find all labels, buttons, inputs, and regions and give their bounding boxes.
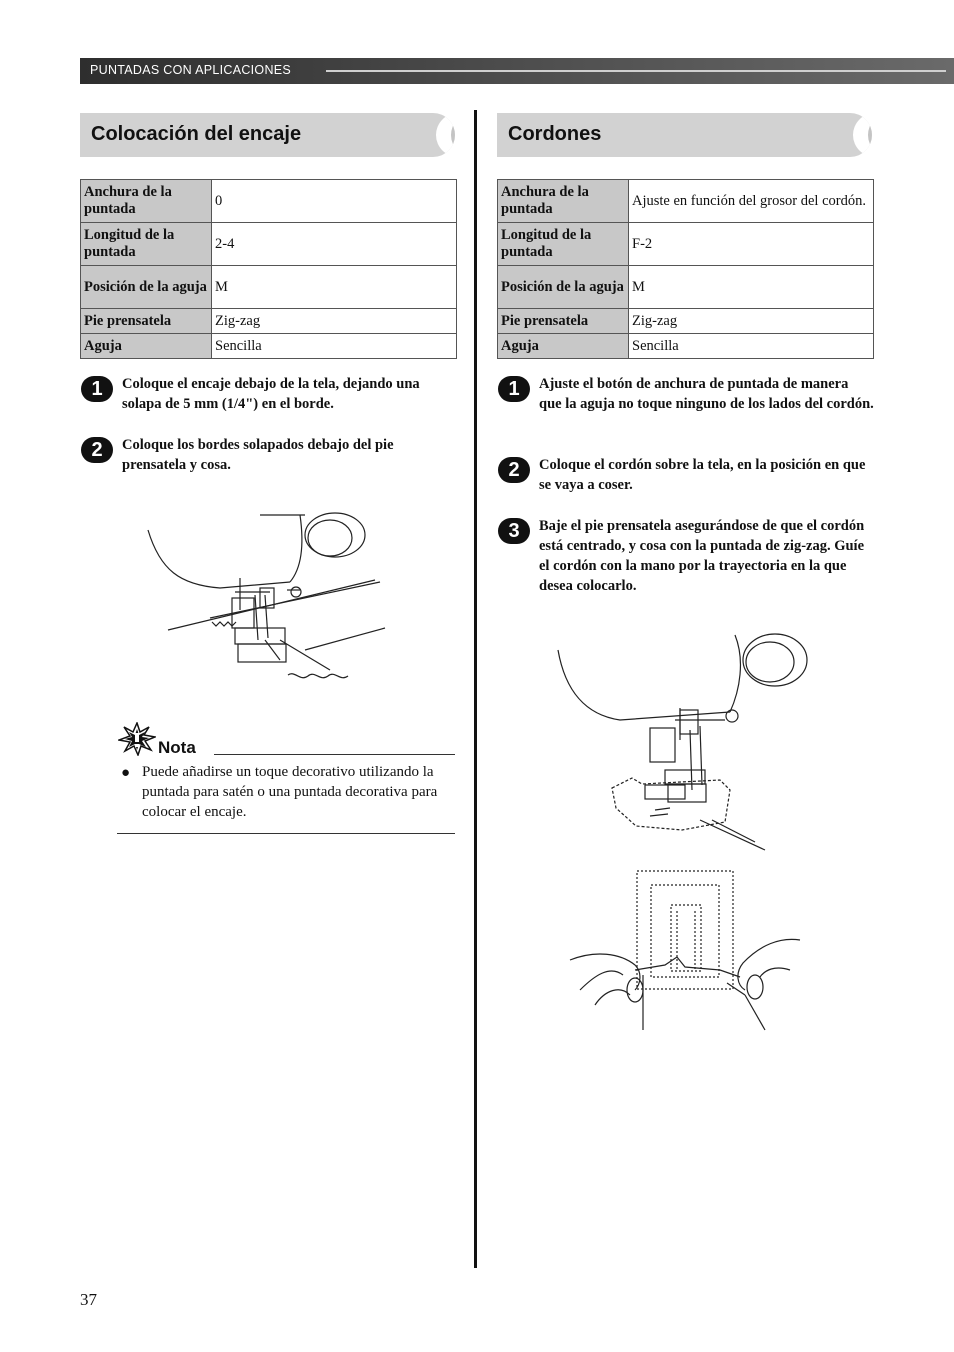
- table-row: [498, 309, 874, 334]
- table-key: Longitud de la puntada: [81, 223, 212, 266]
- step-text: Coloque el cordón sobre la tela, en la posición en que se vaya a coser.: [539, 457, 866, 493]
- right-section-title-text: Cordones: [508, 123, 602, 145]
- table-key: Aguja: [498, 334, 629, 359]
- step-text: Ajuste el botón de anchura de puntada de manera que la aguja no toque ninguno de los lados del cordón.: [539, 376, 874, 412]
- table-row: [498, 334, 874, 359]
- step-text: Baje el pie prensatela asegurándose de que el cordón está centrado, y cosa con la puntada de zig-zag. Guíe el cordón con la mano por la trayectoria en la que desea colocarlo.: [539, 518, 865, 594]
- cord-guiding-illustration: [565, 865, 805, 1035]
- table-key: Anchura de la puntada: [81, 180, 212, 223]
- step-number: 1: [81, 376, 113, 402]
- table-value: Sencilla: [629, 334, 874, 359]
- column-divider: [474, 110, 477, 1268]
- table-row: [498, 223, 874, 266]
- cord-sewing-illustration: [550, 630, 820, 855]
- step-text: Coloque el encaje debajo de la tela, dejando una solapa de 5 mm (1/4") en el borde.: [122, 376, 420, 412]
- step-number: 3: [498, 518, 530, 544]
- right-settings-table: [497, 179, 874, 359]
- note-title: Nota: [158, 738, 196, 757]
- table-value: M: [212, 266, 457, 309]
- table-key: Posición de la aguja: [498, 266, 629, 309]
- step-text: Coloque los bordes solapados debajo del pie prensatela y cosa.: [122, 437, 394, 473]
- left-section-title: [80, 113, 455, 157]
- header-rule: [326, 70, 946, 72]
- table-row: [498, 180, 874, 223]
- table-key: Pie prensatela: [498, 309, 629, 334]
- table-value: Zig-zag: [212, 309, 457, 334]
- table-row: [81, 266, 457, 309]
- lace-sewing-illustration: [140, 510, 390, 700]
- table-row: [81, 334, 457, 359]
- table-key: Posición de la aguja: [81, 266, 212, 309]
- step-number: 2: [81, 437, 113, 463]
- table-value: Sencilla: [212, 334, 457, 359]
- table-row: [498, 266, 874, 309]
- left-settings-table: [80, 179, 457, 359]
- note-text: Puede añadirse un toque decorativo utilizando la puntada para satén o una puntada decorativa para colocar el encaje.: [142, 764, 438, 820]
- table-row: [81, 309, 457, 334]
- table-value: Zig-zag: [629, 309, 874, 334]
- table-key: Longitud de la puntada: [498, 223, 629, 266]
- bullet-icon: ●: [121, 765, 131, 781]
- table-value: 2-4: [212, 223, 457, 266]
- table-key: Pie prensatela: [81, 309, 212, 334]
- page-number: 37: [80, 1290, 97, 1309]
- note-bottom-rule: [117, 833, 455, 834]
- table-value: Ajuste en función del grosor del cordón.: [629, 180, 874, 223]
- step-number: 1: [498, 376, 530, 402]
- section-header-bar: [80, 58, 954, 84]
- left-section-title-text: Colocación del encaje: [91, 123, 302, 145]
- step-number: 2: [498, 457, 530, 483]
- table-row: [81, 223, 457, 266]
- table-row: [81, 180, 457, 223]
- table-value: 0: [212, 180, 457, 223]
- table-key: Aguja: [81, 334, 212, 359]
- table-value: F-2: [629, 223, 874, 266]
- right-section-title: [497, 113, 872, 157]
- note-icon: [118, 722, 156, 756]
- table-key: Anchura de la puntada: [498, 180, 629, 223]
- section-header-label: PUNTADAS CON APLICACIONES: [90, 63, 292, 77]
- table-value: M: [629, 266, 874, 309]
- note-top-rule: [214, 754, 455, 755]
